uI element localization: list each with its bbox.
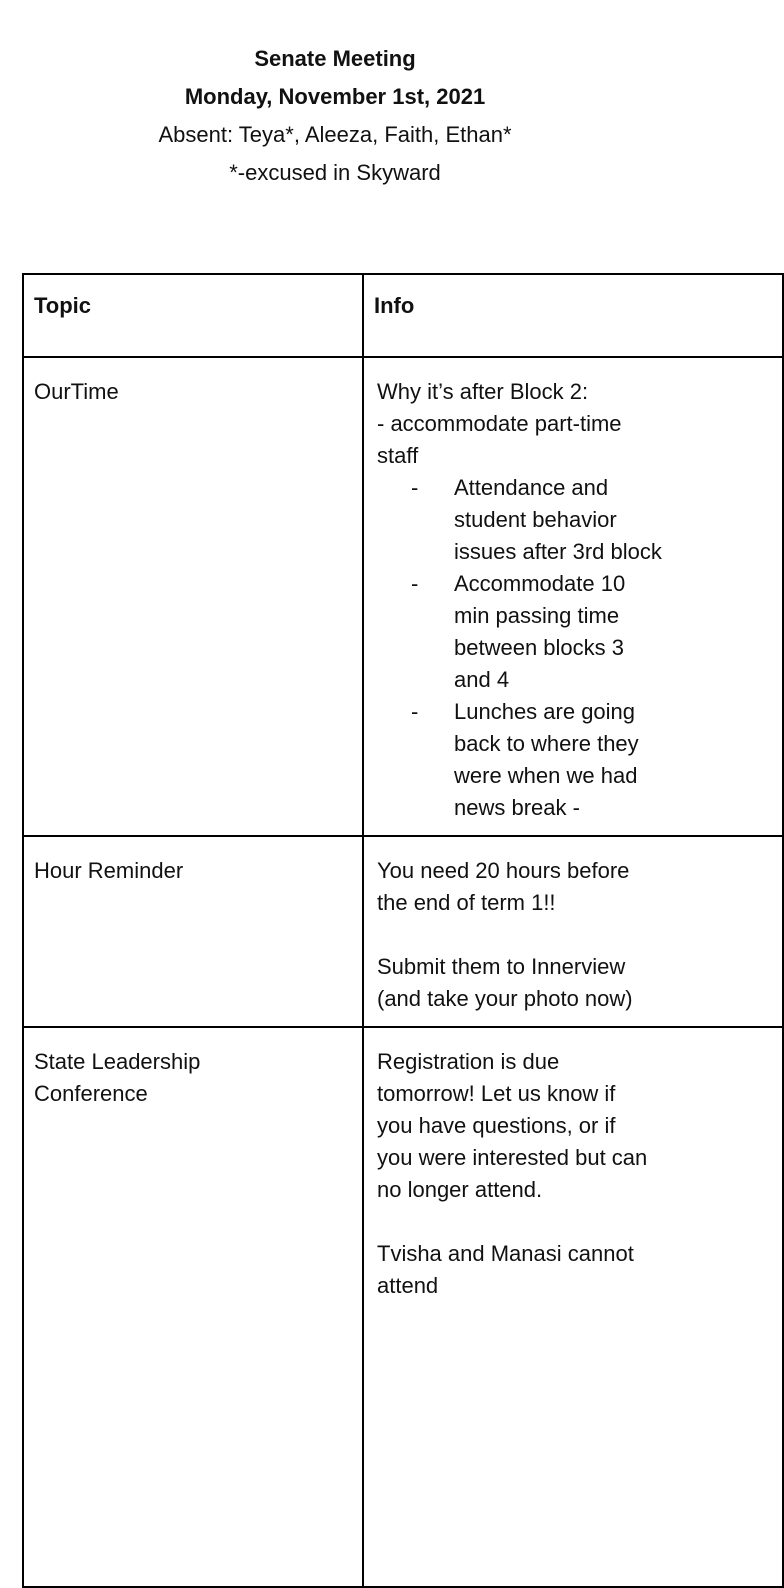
bullet-item xyxy=(377,568,782,696)
info-line: You need 20 hours before xyxy=(377,858,630,883)
bullet-line: issues after 3rd block xyxy=(454,539,662,564)
bullet-line: and 4 xyxy=(454,667,510,692)
topic-line: Conference xyxy=(34,1081,148,1106)
doc-date: Monday, November 1st, 2021 xyxy=(184,84,486,109)
bullet-line: back to where they xyxy=(454,731,639,756)
document-header xyxy=(0,40,670,192)
info-line: staff xyxy=(377,443,419,468)
info-cell[interactable] xyxy=(363,1027,783,1587)
info-line: Why it’s after Block 2: xyxy=(377,379,589,404)
topic-cell[interactable] xyxy=(23,836,363,1027)
bullet-line: min passing time xyxy=(454,603,620,628)
doc-footnote: *-excused in Skyward xyxy=(229,160,441,185)
info-line: you were interested but can xyxy=(377,1145,648,1170)
bullet-line: student behavior xyxy=(454,507,617,532)
bullet-line: between blocks 3 xyxy=(454,635,624,660)
table-row xyxy=(23,357,783,836)
bullet-line: were when we had xyxy=(454,763,638,788)
topic-cell[interactable] xyxy=(23,1027,363,1587)
info-line: - accommodate part-time xyxy=(377,411,622,436)
doc-title: Senate Meeting xyxy=(254,46,416,71)
info-line: Tvisha and Manasi cannot xyxy=(377,1241,634,1266)
info-line: the end of term 1!! xyxy=(377,890,556,915)
dash-bullet-marker: - xyxy=(411,475,419,500)
meeting-table-body xyxy=(23,357,783,1587)
info-line: attend xyxy=(377,1273,439,1298)
info-cell[interactable] xyxy=(363,836,783,1027)
bullet-line: Attendance and xyxy=(454,475,609,500)
topic-line: OurTime xyxy=(34,379,119,404)
meeting-table xyxy=(22,273,784,1588)
dash-bullet-marker: - xyxy=(411,571,419,596)
topic-line: State Leadership xyxy=(34,1049,201,1074)
info-cell[interactable] xyxy=(363,357,783,836)
info-line: you have questions, or if xyxy=(377,1113,616,1138)
topic-line: Hour Reminder xyxy=(34,858,184,883)
blank-line xyxy=(377,1206,782,1238)
column-header-info: Info xyxy=(363,274,783,357)
table-header-row xyxy=(23,274,783,357)
bullet-line: news break - xyxy=(454,795,580,820)
info-line: Submit them to Innerview xyxy=(377,954,626,979)
doc-absent-list: Absent: Teya*, Aleeza, Faith, Ethan* xyxy=(158,122,512,147)
table-row xyxy=(23,1027,783,1587)
bullet-line: Lunches are going xyxy=(454,699,636,724)
info-line: no longer attend. xyxy=(377,1177,543,1202)
table-row xyxy=(23,836,783,1027)
bullet-item xyxy=(377,472,782,568)
bullet-line: Accommodate 10 xyxy=(454,571,626,596)
blank-line xyxy=(377,919,782,951)
info-line: (and take your photo now) xyxy=(377,986,633,1011)
info-line: Registration is due xyxy=(377,1049,560,1074)
topic-cell[interactable] xyxy=(23,357,363,836)
column-header-topic: Topic xyxy=(23,274,363,357)
dash-bullet-marker: - xyxy=(411,699,419,724)
info-line: tomorrow! Let us know if xyxy=(377,1081,616,1106)
bullet-item xyxy=(377,696,782,824)
